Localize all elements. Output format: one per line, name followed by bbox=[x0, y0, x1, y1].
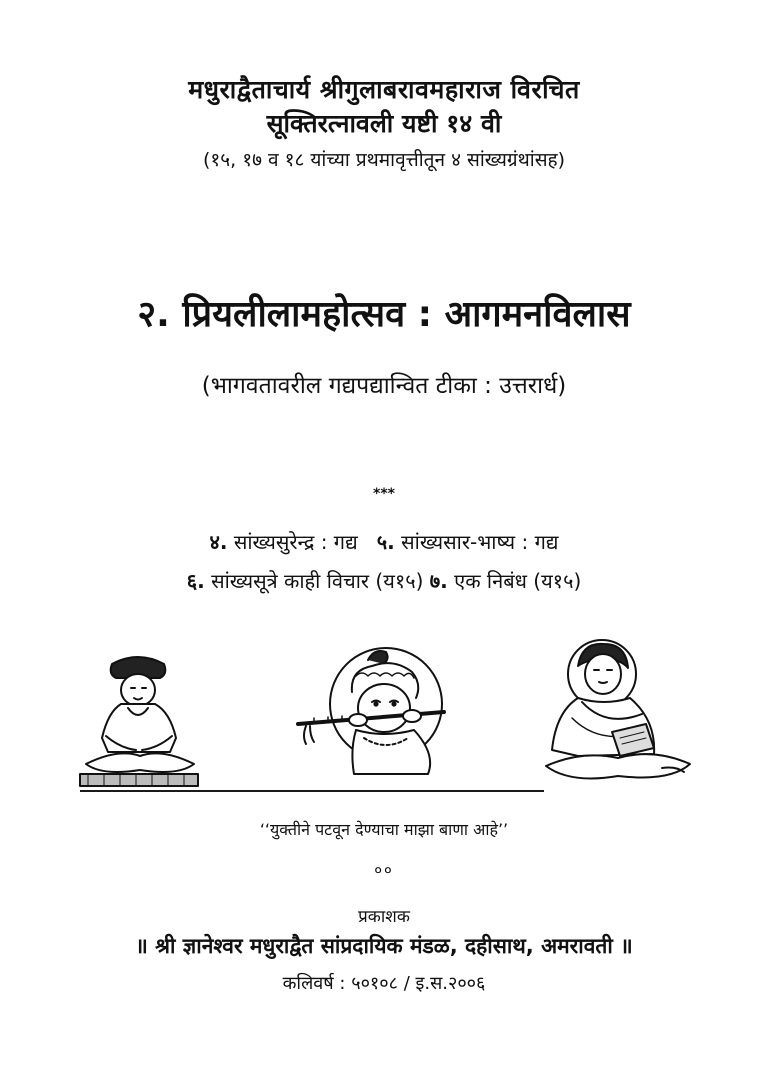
krishna-flute-figure bbox=[294, 646, 464, 776]
book-title: २. प्रियलीलामहोत्सव : आगमनविलास bbox=[137, 294, 631, 335]
ground-line bbox=[80, 790, 544, 792]
contents-item: सांख्यसुरेन्द्र : गद्य bbox=[233, 530, 358, 554]
contents-item: सांख्यसूत्रे काही विचार (य१५) bbox=[211, 569, 424, 593]
quote-text: ‘‘युक्तीने पटवून देण्याचा माझा बाणा आहे’’ bbox=[259, 820, 509, 839]
series-line: सूक्तिरत्नावली यष्टी १४ वी bbox=[266, 109, 502, 138]
edition-note: (१५, १७ व १८ यांच्या प्रथमावृत्तीतून ४ सांख्यग्रंथांसह) bbox=[202, 149, 566, 171]
contents-number: ७. bbox=[429, 569, 448, 593]
contents-number: ५. bbox=[376, 530, 395, 554]
contents-number: ४. bbox=[209, 530, 228, 554]
seated-reader-figure bbox=[542, 632, 694, 790]
publisher-name: ॥ श्री ज्ञानेश्वर मधुराद्वैत सांप्रदायिक मंडळ, दहीसाथ, अमरावती ॥ bbox=[135, 934, 633, 958]
contents-line-2 bbox=[0, 567, 768, 594]
contents-item: सांख्यसार-भाष्य : गद्य bbox=[401, 530, 559, 554]
publisher-label: प्रकाशक bbox=[358, 907, 410, 927]
decorative-marks: ०० bbox=[374, 861, 394, 879]
separator-stars: *** bbox=[373, 486, 395, 502]
publication-date: कलिवर्ष : ५०१०८ / इ.स.२००६ bbox=[282, 973, 486, 994]
book-subtitle: (भागवतावरील गद्यपद्यान्वित टीका : उत्तरार्ध) bbox=[201, 373, 567, 399]
seated-saint-figure bbox=[78, 652, 202, 787]
contents-line-1 bbox=[0, 528, 768, 555]
author-line: मधुराद्वैताचार्य श्रीगुलाबरावमहाराज विरचित bbox=[188, 75, 580, 104]
contents-number: ६. bbox=[186, 569, 205, 593]
contents-item: एक निबंध (य१५) bbox=[454, 569, 582, 593]
